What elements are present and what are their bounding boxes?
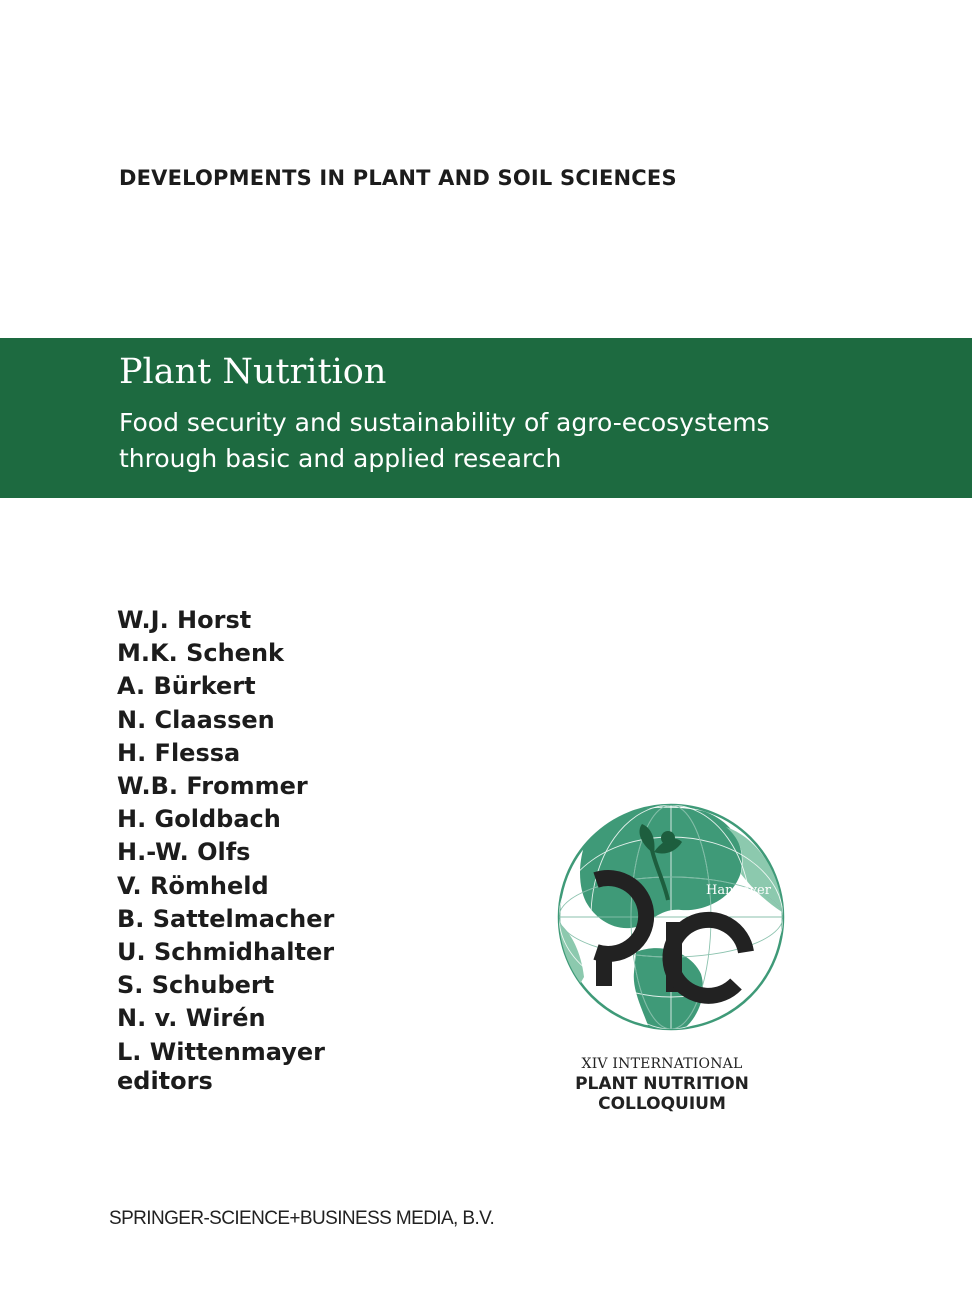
editor-name: W.J. Horst (117, 606, 252, 634)
editor-name: L. Wittenmayer (117, 1037, 325, 1066)
editors-list (117, 604, 334, 1069)
editor-name: U. Schmidhalter (117, 938, 335, 967)
logo-caption-1: XIV INTERNATIONAL (581, 1056, 743, 1072)
editor-name: A. Bürkert (117, 672, 256, 701)
book-subtitle (119, 405, 879, 477)
publisher-name: SPRINGER-SCIENCE+BUSINESS MEDIA, B.V. (109, 1208, 495, 1229)
editor-name: M.K. Schenk (117, 639, 284, 668)
editor-name: H. Flessa (117, 738, 241, 767)
editor-name: S. Schubert (117, 971, 275, 1000)
logo-caption-2: PLANT NUTRITION COLLOQUIUM (575, 1074, 749, 1114)
globe-text-2: 2001 (719, 901, 753, 916)
editor-name: H. Goldbach (117, 805, 281, 834)
editors-label: editors (117, 1067, 213, 1095)
editor-name: V. Römheld (117, 871, 269, 900)
subtitle-line-2: through basic and applied research (119, 444, 562, 473)
logo-letter-i (596, 952, 612, 986)
editor-name: N. v. Wirén (117, 1004, 266, 1033)
book-title: Plant Nutrition (119, 352, 387, 392)
globe-text-1: Hannover (706, 883, 771, 898)
subtitle-line-1: Food security and sustainability of agro-ecosystems (119, 408, 770, 437)
series-title: DEVELOPMENTS IN PLANT AND SOIL SCIENCES (119, 166, 677, 190)
editor-name: H.-W. Olfs (117, 838, 251, 867)
editor-name: N. Claassen (117, 705, 275, 734)
editor-name: W.B. Frommer (117, 772, 308, 801)
editor-name: B. Sattelmacher (117, 904, 335, 933)
colloquium-globe-logo (556, 802, 786, 1032)
